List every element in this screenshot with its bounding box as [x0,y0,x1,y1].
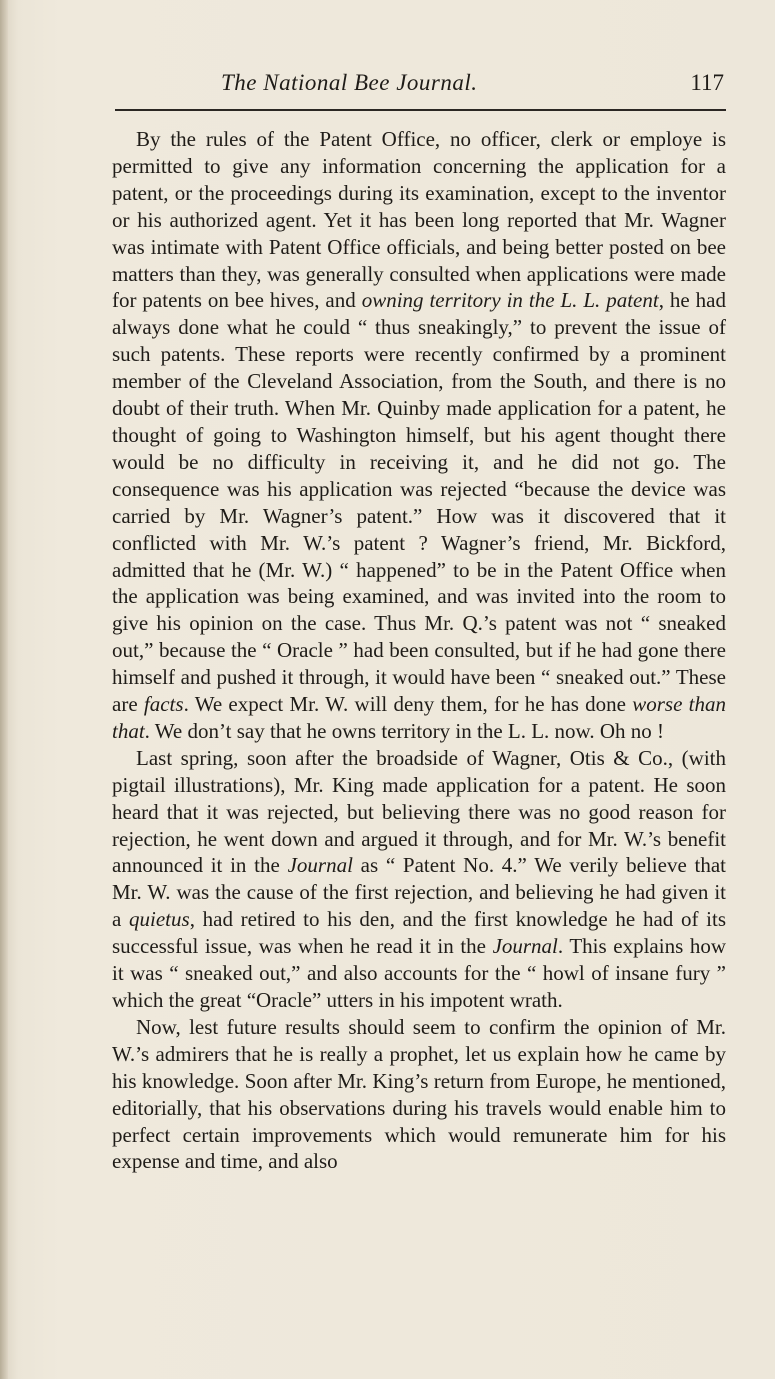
text-run: as “ Patent No. 4.” We verily believe that Mr. W. was the cause of the first rejection, and believing he had given it a [112,853,727,932]
page-number: 117 [690,70,724,95]
paragraph-1 [112,126,726,745]
text-run: , had retired to his den, and the first knowledge he had of its successful issue, was when he read it in the [112,907,727,959]
italic-run: quietus [129,907,190,932]
italic-run: owning territory in the L. L. patent [361,288,659,313]
text-run: , he had always done what he could “ thus sneakingly,” to prevent the issue of such patents. These reports were recently confirmed by a prominent member of the Cleveland Association, from the South, and there is no doubt of their truth. When Mr. Quinby made application for a patent, he thought of going to Washington himself, but his agent thought there would be no difficulty in receiving it, and he did not go. The consequence was his application was rejected “because the device was carried by Mr. Wagner’s patent.” How was it discovered that it conflicted with Mr. W.’s patent ? Wagner’s friend, Mr. Bickford, admitted that he (Mr. W.) “ happened” to be in the Patent Office when the application was being examined, and was invited into the room to give his opinion on the case. Thus Mr. Q.’s patent was not “ sneaked out,” because the “ Oracle ” had been consulted, but if he had gone there himself and pushed it through, it would have been “ sneaked out.” These are [112,288,726,717]
paragraph-2 [112,745,726,1014]
page-header [0,70,726,100]
text-run: . We don’t say that he owns territory in the L. L. now. Oh no ! [144,718,665,743]
italic-run: worse than that [112,692,727,743]
italic-run: Journal [287,853,353,878]
text-run: . We expect Mr. W. will deny them, for he has done [183,692,633,717]
text-run: By the rules of the Patent Office, no officer, clerk or employe is permitted to give any information concerning the application for a patent, or the proceedings during its examination, except to the inventor or his authorized agent. Yet it has been long reported that Mr. Wagner was intimate with Patent Office officials, and being better posted on bee matters than they, was generally consulted when applications were made for patents on bee hives, and [112,127,726,313]
running-title: The National Bee Journal. [221,70,478,95]
text-run: Now, lest future results should seem to confirm the opinion of Mr. W.’s admirers that he is really a prophet, let us explain how he came by his knowledge. Soon after Mr. King’s return from Europe, he mentioned, editorially, that his observations during his travels would enable him to perfect certain improvements which would remunerate him for his expense and time, and also [112,1014,726,1174]
article-body [112,126,726,1175]
text-run: . This explains how it was “ sneaked out,” and also accounts for the “ howl of insane fury ” which the great “Oracle” utters in his impotent wrath. [112,934,726,1012]
text-run: Last spring, soon after the broadside of Wagner, Otis & Co., (with pigtail illustrations), Mr. King made application for a patent. He soon heard that it was rejected, but believing there was no good reason for rejection, he went down and argued it through, and for Mr. W.’s benefit announced it in the [112,745,726,878]
italic-run: facts [143,692,184,717]
page-spine-shadow [0,0,8,1379]
italic-run: Journal [492,934,558,959]
header-rule [115,109,726,111]
paragraph-3 [112,1014,726,1175]
